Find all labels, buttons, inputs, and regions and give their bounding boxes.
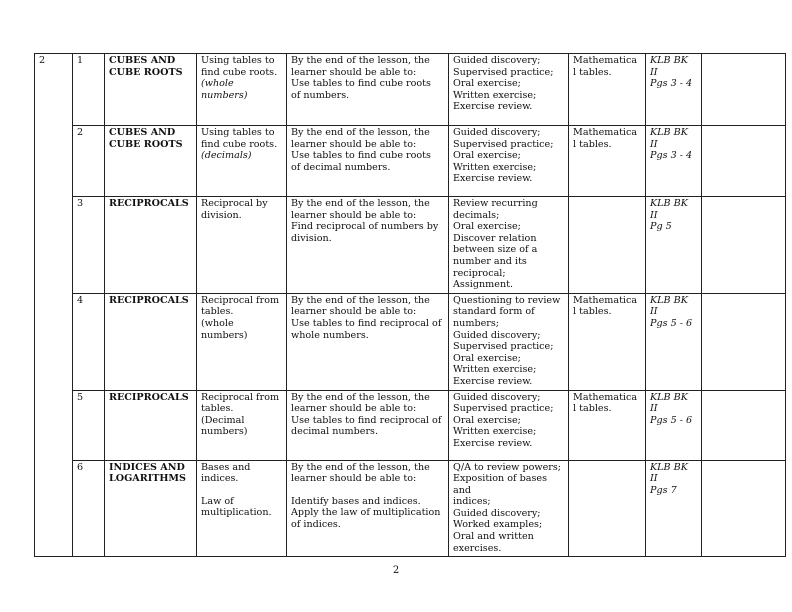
subtopic-line: division.: [201, 209, 242, 221]
subtopic-line: (whole: [201, 317, 234, 329]
resources-cell: [569, 54, 646, 126]
reference-line: KLB BK II: [650, 55, 688, 78]
method-line: Oral exercise;: [453, 352, 521, 364]
method-line: Questioning to review: [453, 294, 561, 306]
method-line: Guided discovery;: [453, 329, 541, 341]
method-line: Oral and written: [453, 531, 534, 543]
method-line: Guided discovery;: [453, 507, 541, 519]
remarks-cell: [702, 197, 786, 294]
subtopic-line: Using tables to: [201, 55, 275, 66]
resource-line: l tables.: [573, 403, 612, 415]
subtopic-line: Bases and: [201, 461, 251, 473]
objective-line: Use tables to find cube roots: [291, 150, 431, 162]
remarks-cell: [702, 390, 786, 460]
subtopic-cell: [197, 126, 287, 197]
topic-line: CUBE ROOTS: [109, 66, 183, 78]
objective-line: By the end of the lesson, the: [291, 127, 430, 138]
method-line: Supervised practice;: [453, 403, 554, 415]
topic-line: RECIPROCALS: [109, 198, 189, 209]
reference-line: KLB BK II: [650, 127, 688, 150]
objective-line: By the end of the lesson, the: [291, 391, 430, 403]
subtopic-line: Reciprocal by: [201, 198, 268, 209]
topic-line: CUBES AND: [109, 127, 176, 138]
topic-cell: [105, 293, 197, 390]
topic-cell: [105, 390, 197, 460]
week-number: 2: [35, 54, 73, 557]
resource-line: Mathematica: [573, 127, 638, 138]
scheme-of-work-table: [34, 53, 786, 557]
subtopic-line: Law of: [201, 495, 234, 507]
objective-line: Apply the law of multiplication: [291, 507, 441, 519]
method-line: Supervised practice;: [453, 341, 554, 353]
topic-cell: [105, 126, 197, 197]
resource-line: Mathematica: [573, 391, 638, 403]
objective-line: Use tables to find cube roots: [291, 78, 431, 90]
objective-line: of decimal numbers.: [291, 161, 391, 173]
reference-cell: [646, 197, 702, 294]
method-line: Written exercise;: [453, 364, 537, 376]
subtopic-line: tables.: [201, 403, 234, 415]
method-line: Supervised practice;: [453, 138, 554, 150]
method-line: Assignment.: [453, 279, 514, 291]
method-line: Exercise review.: [453, 437, 533, 449]
method-line: Oral exercise;: [453, 78, 521, 90]
lesson-number: 3: [73, 197, 105, 294]
method-line: Written exercise;: [453, 426, 537, 438]
objectives-cell: [287, 460, 449, 557]
subtopic-line: find cube roots.: [201, 138, 278, 150]
reference-line: Pgs 7: [650, 484, 677, 496]
method-line: between size of a: [453, 244, 538, 256]
table-row: [35, 197, 786, 294]
method-line: Exposition of bases and: [453, 473, 548, 496]
method-line: indices;: [453, 496, 491, 508]
topic-cell: [105, 54, 197, 126]
lesson-number: 4: [73, 293, 105, 390]
resource-line: l tables.: [573, 306, 612, 318]
reference-line: Pgs 3 - 4: [650, 150, 693, 162]
methods-cell: [449, 460, 569, 557]
subtopic-line: tables.: [201, 306, 234, 318]
method-line: Guided discovery;: [453, 55, 541, 66]
objective-line: By the end of the lesson, the: [291, 461, 430, 473]
topic-cell: [105, 197, 197, 294]
method-line: Supervised practice;: [453, 66, 554, 78]
subtopic-line: find cube roots.: [201, 66, 278, 78]
objective-line: Use tables to find reciprocal of: [291, 317, 442, 329]
method-line: Worked examples;: [453, 519, 543, 531]
topic-line: CUBE ROOTS: [109, 138, 183, 150]
method-line: standard form of: [453, 306, 535, 318]
objective-line: learner should be able to:: [291, 209, 417, 221]
objective-line: learner should be able to:: [291, 306, 417, 318]
objective-line: learner should be able to:: [291, 403, 417, 415]
subtopic-cell: [197, 197, 287, 294]
resources-cell: [569, 197, 646, 294]
subtopic-line: (decimals): [201, 150, 252, 162]
objective-line: of indices.: [291, 518, 341, 530]
subtopic-line: indices.: [201, 473, 239, 485]
remarks-cell: [702, 293, 786, 390]
objective-line: Find reciprocal of numbers by: [291, 221, 439, 233]
subtopic-line: Reciprocal from: [201, 391, 280, 403]
reference-line: KLB BK II: [650, 391, 688, 415]
methods-cell: [449, 293, 569, 390]
method-line: number and its: [453, 255, 527, 267]
objective-line: of numbers.: [291, 89, 350, 101]
topic-line: CUBES AND: [109, 55, 176, 66]
method-line: Guided discovery;: [453, 127, 541, 138]
objective-line: By the end of the lesson, the: [291, 198, 430, 209]
topic-line: INDICES AND: [109, 461, 185, 473]
objective-line: decimal numbers.: [291, 426, 379, 438]
method-line: Guided discovery;: [453, 391, 541, 403]
subtopic-cell: [197, 390, 287, 460]
topic-line: RECIPROCALS: [109, 294, 189, 306]
objectives-cell: [287, 197, 449, 294]
method-line: exercises.: [453, 542, 502, 554]
reference-cell: [646, 460, 702, 557]
methods-cell: [449, 390, 569, 460]
subtopic-line: (Decimal: [201, 414, 245, 426]
spacer: [201, 485, 282, 496]
method-line: reciprocal;: [453, 267, 506, 279]
spacer: [291, 485, 444, 496]
objective-line: learner should be able to:: [291, 473, 417, 485]
method-line: Review recurring: [453, 198, 538, 209]
objectives-cell: [287, 390, 449, 460]
subtopic-cell: [197, 293, 287, 390]
resource-line: l tables.: [573, 66, 612, 78]
objective-line: division.: [291, 232, 332, 244]
topic-line: RECIPROCALS: [109, 391, 189, 403]
reference-line: KLB BK II: [650, 461, 688, 485]
objective-line: By the end of the lesson, the: [291, 294, 430, 306]
reference-line: Pg 5: [650, 221, 672, 233]
objective-line: By the end of the lesson, the: [291, 55, 430, 66]
methods-cell: [449, 197, 569, 294]
remarks-cell: [702, 460, 786, 557]
methods-cell: [449, 54, 569, 126]
method-line: Exercise review.: [453, 101, 533, 113]
method-line: Oral exercise;: [453, 221, 521, 233]
objective-line: learner should be able to:: [291, 66, 417, 78]
lesson-number: 1: [73, 54, 105, 126]
lesson-number: 5: [73, 390, 105, 460]
table-row: [35, 293, 786, 390]
subtopic-line: numbers): [201, 426, 248, 438]
table-row: [35, 390, 786, 460]
reference-cell: [646, 54, 702, 126]
subtopic-line: Reciprocal from: [201, 294, 280, 306]
topic-cell: [105, 460, 197, 557]
objective-line: learner should be able to:: [291, 138, 417, 150]
resource-line: Mathematica: [573, 294, 638, 306]
resources-cell: [569, 126, 646, 197]
method-line: Written exercise;: [453, 89, 537, 101]
objective-line: Identify bases and indices.: [291, 495, 421, 507]
objective-line: whole numbers.: [291, 329, 369, 341]
subtopic-line: multiplication.: [201, 507, 272, 519]
page-number: 2: [392, 565, 400, 576]
reference-line: Pgs 5 - 6: [650, 414, 693, 426]
subtopic-line: (whole numbers): [201, 78, 248, 101]
methods-cell: [449, 126, 569, 197]
resource-line: Mathematica: [573, 55, 638, 66]
method-line: Discover relation: [453, 232, 537, 244]
method-line: Q/A to review powers;: [453, 461, 561, 473]
topic-line: LOGARITHMS: [109, 473, 186, 485]
method-line: Exercise review.: [453, 173, 533, 185]
objectives-cell: [287, 54, 449, 126]
method-line: Written exercise;: [453, 161, 537, 173]
table-row: [35, 54, 786, 126]
lesson-number: 2: [73, 126, 105, 197]
method-line: Exercise review.: [453, 375, 533, 387]
subtopic-cell: [197, 460, 287, 557]
reference-cell: [646, 390, 702, 460]
reference-line: KLB BK II: [650, 294, 688, 318]
resources-cell: [569, 293, 646, 390]
lesson-number: 6: [73, 460, 105, 557]
resources-cell: [569, 460, 646, 557]
method-line: decimals;: [453, 209, 500, 221]
objectives-cell: [287, 293, 449, 390]
reference-line: Pgs 3 - 4: [650, 78, 693, 90]
subtopic-cell: [197, 54, 287, 126]
reference-cell: [646, 293, 702, 390]
method-line: numbers;: [453, 317, 500, 329]
resources-cell: [569, 390, 646, 460]
objectives-cell: [287, 126, 449, 197]
resource-line: l tables.: [573, 138, 612, 150]
objective-line: Use tables to find reciprocal of: [291, 414, 442, 426]
subtopic-line: Using tables to: [201, 127, 275, 138]
method-line: Oral exercise;: [453, 150, 521, 162]
remarks-cell: [702, 126, 786, 197]
reference-line: Pgs 5 - 6: [650, 317, 693, 329]
subtopic-line: numbers): [201, 329, 248, 341]
table-row: [35, 460, 786, 557]
reference-line: KLB BK II: [650, 198, 688, 221]
remarks-cell: [702, 54, 786, 126]
reference-cell: [646, 126, 702, 197]
table-row: [35, 126, 786, 197]
method-line: Oral exercise;: [453, 414, 521, 426]
